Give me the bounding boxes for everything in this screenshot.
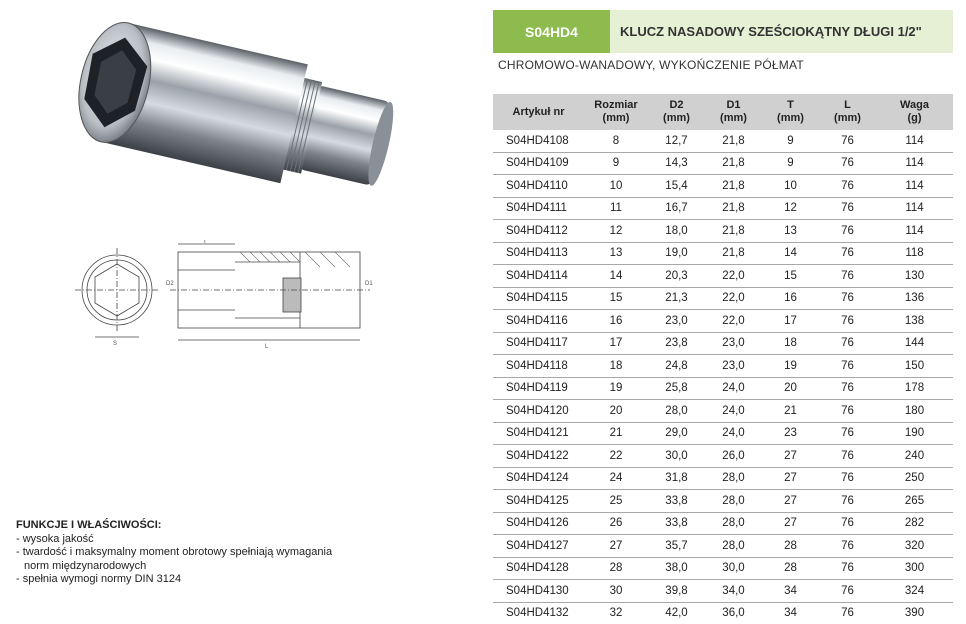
table-row [493,467,953,490]
table-cell: 282 [876,512,953,535]
table-cell: 33,8 [648,490,705,513]
table-cell: 17 [762,310,819,333]
table-cell: 178 [876,377,953,400]
table-row [493,332,953,355]
table-cell: 27 [762,512,819,535]
table-cell: 39,8 [648,580,705,603]
table-cell: 19,0 [648,242,705,265]
table-cell: 24 [584,467,648,490]
table-cell: 19 [762,355,819,378]
table-cell: 21 [584,422,648,445]
table-row [493,152,953,175]
table-cell: 76 [841,607,854,620]
table-cell: 14 [584,265,648,288]
features-section [16,519,336,587]
table-cell: 76 [819,445,876,468]
article-number-cell: S04HD4108 [493,130,584,152]
column-header [819,94,876,130]
table-cell: 320 [876,535,953,558]
table-cell: 10 [762,175,819,198]
table-cell: 240 [876,445,953,468]
table-cell: 23 [762,422,819,445]
article-number-cell: S04HD4128 [493,557,584,580]
column-header [876,94,953,130]
table-cell: 76 [819,512,876,535]
feature-item: - twardość i maksymalny moment obrotowy spełniają wymagania norm międzynarodowych [16,546,333,572]
table-cell: 114 [876,152,953,175]
table-cell: 9 [762,130,819,152]
column-label: Waga [900,99,929,111]
table-cell: 21,8 [705,130,762,152]
table-cell: 15 [762,265,819,288]
table-cell: 76 [819,557,876,580]
table-cell: 23,0 [648,310,705,333]
column-label: Artykuł nr [512,105,565,118]
article-number-cell: S04HD4111 [493,197,584,220]
table-row [493,602,953,624]
table-cell: 10 [584,175,648,198]
article-number-cell: S04HD4113 [493,242,584,265]
table-cell: 130 [876,265,953,288]
article-number-cell: S04HD4124 [493,467,584,490]
article-number-cell: S04HD4119 [493,377,584,400]
table-cell: 265 [876,490,953,513]
table-row [493,490,953,513]
column-label: D2 [669,99,684,111]
table-cell: 16,7 [648,197,705,220]
product-code: S04HD4 [493,10,610,53]
table-row [493,445,953,468]
table-cell: 13 [584,242,648,265]
table-cell: 29,0 [648,422,705,445]
table-cell: 76 [819,332,876,355]
column-unit: (mm) [834,112,861,124]
table-row [493,197,953,220]
table-cell: 15,4 [648,175,705,198]
product-subtitle: CHROMOWO-WANADOWY, WYKOŃCZENIE PÓŁMAT [498,58,804,72]
table-cell: 144 [876,332,953,355]
table-cell: 324 [876,580,953,603]
table-cell: 22,0 [705,310,762,333]
table-cell: 17 [584,332,648,355]
table-cell: 76 [819,287,876,310]
table-cell: 9 [584,152,648,175]
table-cell: 76 [819,220,876,243]
column-label: Rozmiar [594,99,638,111]
article-number-cell: S04HD4110 [493,175,584,198]
table-cell: 14,3 [648,152,705,175]
table-cell: 76 [819,377,876,400]
article-number-cell: S04HD4130 [493,580,584,603]
article-number-cell: S04HD4132 [506,607,569,620]
table-cell: 26,0 [705,445,762,468]
table-cell: 114 [876,197,953,220]
table-cell: 12 [584,220,648,243]
table-cell: 34 [762,580,819,603]
article-number-cell: S04HD4118 [493,355,584,378]
table-row [493,242,953,265]
table-cell: 26 [584,512,648,535]
table-cell: 18,0 [648,220,705,243]
table-cell: 22,0 [705,265,762,288]
spec-table [493,94,953,624]
table-cell: 28,0 [705,512,762,535]
table-cell: 28 [762,557,819,580]
table-cell: 23,0 [705,332,762,355]
socket-photo [60,18,405,200]
table-cell: 30 [584,580,648,603]
table-cell: 35,7 [648,535,705,558]
column-unit: (mm) [663,112,690,124]
table-row [493,175,953,198]
table-cell: 23,8 [648,332,705,355]
table-cell: 76 [819,242,876,265]
table-cell: 22 [584,445,648,468]
table-cell: 28 [584,557,648,580]
table-cell: 114 [876,175,953,198]
table-cell: 38,0 [648,557,705,580]
drawing-label-d1: D1 [365,281,373,287]
table-cell: 25,8 [648,377,705,400]
table-cell: 300 [876,557,953,580]
article-number-cell: S04HD4122 [493,445,584,468]
table-cell: 76 [819,535,876,558]
table-cell: 28,0 [705,490,762,513]
table-cell: 28 [762,535,819,558]
table-row [493,557,953,580]
article-number-cell: S04HD4127 [493,535,584,558]
table-cell: 24,0 [705,422,762,445]
column-label: T [787,99,794,111]
table-cell: 28,0 [648,400,705,423]
table-cell: 21,8 [705,152,762,175]
table-cell: 30,0 [705,557,762,580]
article-number-cell: S04HD4116 [493,310,584,333]
drawing-label-l: L [265,344,269,350]
table-cell: 8 [584,130,648,152]
table-cell: 15 [584,287,648,310]
article-number-cell: S04HD4120 [493,400,584,423]
table-cell: 250 [876,467,953,490]
table-cell: 150 [876,355,953,378]
table-cell: 138 [876,310,953,333]
table-cell: 27 [762,490,819,513]
column-header [705,94,762,130]
column-header [493,94,584,130]
table-cell: 76 [819,490,876,513]
table-cell: 21,8 [705,220,762,243]
product-header [493,10,953,53]
table-row [493,422,953,445]
article-number-cell: S04HD4125 [493,490,584,513]
table-cell: 76 [819,580,876,603]
column-unit: (mm) [777,112,804,124]
column-unit: (g) [907,112,922,124]
article-number-cell: S04HD4121 [493,422,584,445]
table-row [493,377,953,400]
table-row [493,512,953,535]
table-cell: 27 [762,467,819,490]
table-cell: 76 [819,467,876,490]
table-cell: 14 [762,242,819,265]
table-cell: 76 [819,400,876,423]
table-cell: 34 [784,607,797,620]
table-cell: 18 [762,332,819,355]
product-title: KLUCZ NASADOWY SZEŚCIOKĄTNY DŁUGI 1/2" [610,10,953,53]
table-cell: 31,8 [648,467,705,490]
table-cell: 21,8 [705,175,762,198]
table-cell: 76 [819,355,876,378]
feature-item: - spełnia wymogi normy DIN 3124 [16,573,182,585]
technical-drawing [75,240,375,350]
table-cell: 390 [904,607,925,620]
table-cell: 18 [584,355,648,378]
article-number-cell: S04HD4109 [493,152,584,175]
table-cell: 21,3 [648,287,705,310]
feature-item: - wysoka jakość [16,532,94,545]
article-number-cell: S04HD4114 [493,265,584,288]
drawing-label-t: T [203,240,207,245]
table-cell: 20 [584,400,648,423]
table-row [493,130,953,152]
column-unit: (mm) [720,112,747,124]
table-cell: 19 [584,377,648,400]
table-cell: 36,0 [722,607,745,620]
table-cell: 28,0 [705,535,762,558]
table-cell: 76 [819,197,876,220]
table-cell: 12,7 [648,130,705,152]
table-cell: 21 [762,400,819,423]
table-cell: 34,0 [705,580,762,603]
table-row [493,535,953,558]
table-row [493,265,953,288]
table-cell: 21,8 [705,197,762,220]
table-cell: 118 [876,242,953,265]
table-cell: 190 [876,422,953,445]
article-number-cell: S04HD4112 [493,220,584,243]
table-cell: 12 [762,197,819,220]
column-unit: (mm) [602,112,630,124]
column-label: D1 [726,99,741,111]
column-header [584,94,648,130]
table-cell: 76 [819,422,876,445]
table-cell: 24,0 [705,400,762,423]
table-cell: 180 [876,400,953,423]
table-cell: 76 [819,130,876,152]
table-row [493,220,953,243]
table-cell: 33,8 [648,512,705,535]
table-cell: 114 [876,130,953,152]
table-cell: 25 [584,490,648,513]
article-number-cell: S04HD4117 [493,332,584,355]
table-cell: 28,0 [705,467,762,490]
table-cell: 76 [819,152,876,175]
table-cell: 27 [584,535,648,558]
table-cell: 16 [762,287,819,310]
article-number-cell: S04HD4126 [493,512,584,535]
table-cell: 32 [609,607,623,620]
table-row [493,400,953,423]
table-row [493,287,953,310]
table-row [493,310,953,333]
table-cell: 76 [819,265,876,288]
table-cell: 24,8 [648,355,705,378]
drawing-label-s: S [113,341,118,347]
table-cell: 42,0 [665,607,688,620]
table-cell: 23,0 [705,355,762,378]
table-cell: 76 [819,310,876,333]
table-header-row [493,94,953,130]
table-cell: 21,8 [705,242,762,265]
table-cell: 9 [762,152,819,175]
article-number-cell: S04HD4115 [493,287,584,310]
table-row [493,580,953,603]
table-cell: 20,3 [648,265,705,288]
table-cell: 30,0 [648,445,705,468]
table-cell: 13 [762,220,819,243]
column-label: L [844,99,851,111]
table-cell: 22,0 [705,287,762,310]
table-cell: 136 [876,287,953,310]
table-cell: 11 [584,197,648,220]
column-header [648,94,705,130]
features-title: FUNKCJE I WŁAŚCIWOŚCI: [16,519,162,531]
drawing-label-d2: D2 [166,281,174,287]
table-cell: 27 [762,445,819,468]
table-cell: 24,0 [705,377,762,400]
table-cell: 114 [876,220,953,243]
table-cell: 20 [762,377,819,400]
column-header [762,94,819,130]
table-cell: 76 [819,175,876,198]
table-row [493,355,953,378]
table-cell: 16 [584,310,648,333]
